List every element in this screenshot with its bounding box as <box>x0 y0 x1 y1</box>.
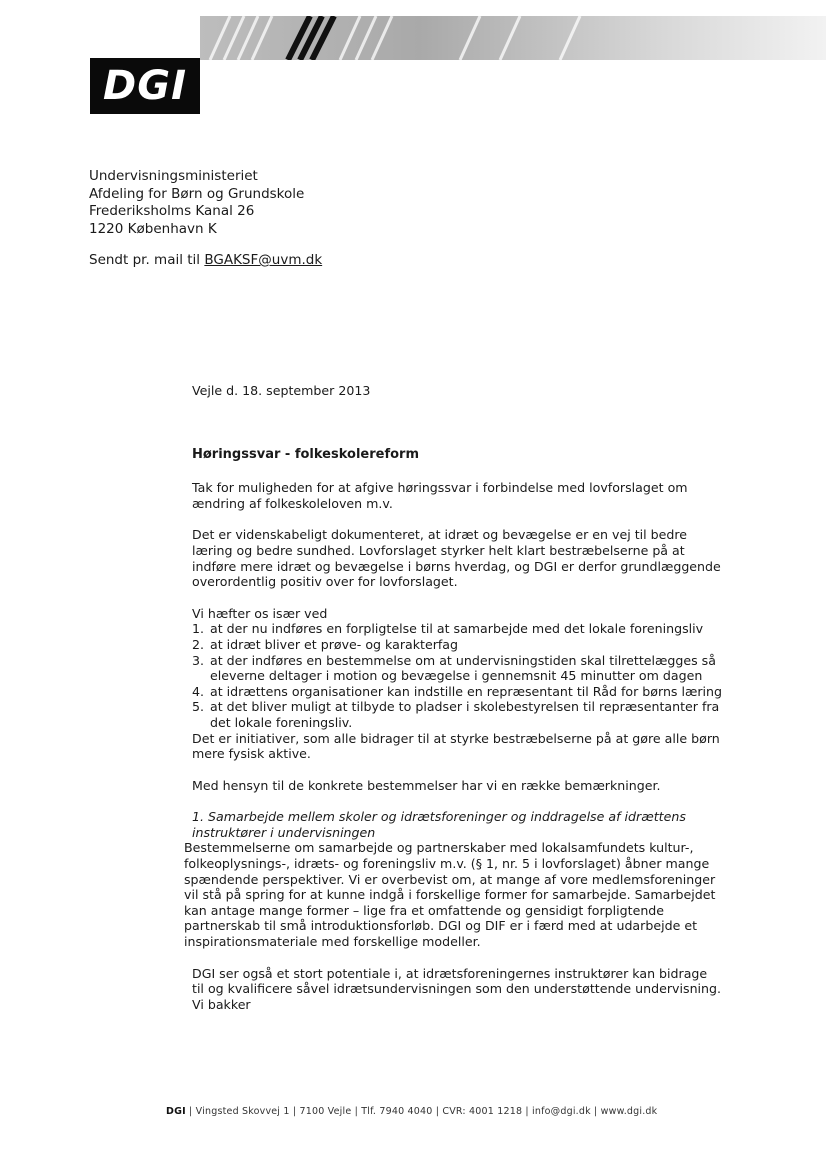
header-banner-graphic <box>200 16 826 60</box>
intro-paragraph: Tak for muligheden for at afgive høringssvar i forbindelse med lovforslaget om ændring af folkeskoleloven m.v. <box>192 480 688 511</box>
list-number: 5. <box>192 699 205 715</box>
list-number: 2. <box>192 636 205 652</box>
letter-body <box>184 383 723 1012</box>
list-text: at idræt bliver et prøve- og karakterfag <box>210 636 459 652</box>
list-title: Vi hæfter os især ved <box>192 605 328 621</box>
section-1-body: Bestemmelserne om samarbejde og partnerskaber med lokalsamfundets kultur-, folkeoplysnings-, idræts- og foreningsliv m.v. (§ 1, nr. 5 i lovforslaget) åbner mange spændende perspektiver. Vi er overbevist om, at mange af vore medlemsforeninger vil stå på spring for at kunne indgå i forskellige former for samarbejde. Samarbejdet kan antage mange former – lige fra et omfattende og gensidigt forpligtende partnerskab til små introduktionsforløb. DGI og DIF er i færd med at udarbejde et inspirationsmateriale med forskellige modeller. <box>184 840 716 950</box>
paragraph-instructors: DGI ser også et stort potentiale i, at idrætsforeningernes instruktører kan bidrage til og kvalificere såvel idrætsundervisningen som den understøttende undervisning. Vi bakker <box>192 965 722 1012</box>
sent-by-mail-line <box>89 252 322 268</box>
list-number: 4. <box>192 683 205 699</box>
letter-subject: Høringssvar - folkeskolereform <box>192 446 419 462</box>
paragraph-remarks: Med hensyn til de konkrete bestemmelser har vi en række bemærkninger. <box>192 777 661 793</box>
letter-footer <box>166 1106 657 1117</box>
list-item <box>192 637 722 653</box>
list-text: at idrættens organisationer kan indstille en repræsentant til Råd for børns læring <box>210 683 723 699</box>
list-text: at det bliver muligt at tilbyde to pladser i skolebestyrelsen til repræsentanter fra det lokale foreningsliv. <box>210 699 720 730</box>
list-text: at der nu indføres en forpligtelse til at samarbejde med det lokale foreningsliv <box>210 621 704 637</box>
list-item <box>192 653 722 684</box>
address-line: Frederiksholms Kanal 26 <box>89 203 255 219</box>
footer-brand: DGI <box>166 1106 186 1117</box>
list-number: 3. <box>192 652 205 668</box>
list-number: 1. <box>192 621 205 637</box>
paragraph-initiatives: Det er initiativer, som alle bidrager til at styrke bestræbelserne på at gøre alle børn mere fysisk aktive. <box>192 730 720 762</box>
recipient-address <box>89 168 304 238</box>
points-list <box>192 621 722 730</box>
address-line: Afdeling for Børn og Grundskole <box>89 185 305 202</box>
sent-prefix: Sendt pr. mail til <box>89 252 205 268</box>
address-line: 1220 København K <box>89 220 217 237</box>
list-item <box>192 684 722 700</box>
email-link[interactable]: BGAKSF@uvm.dk <box>204 252 323 268</box>
striped-banner-icon <box>200 16 826 60</box>
list-text: at der indføres en bestemmelse om at undervisningstiden skal tilrettelægges så eleverne deltager i motion og bevægelse i gennemsnit 45 minutter om dagen <box>210 652 716 684</box>
dgi-logo: DGI <box>90 58 200 114</box>
list-item <box>192 699 722 730</box>
footer-contact: | Vingsted Skovvej 1 | 7100 Vejle | Tlf. 7940 4040 | CVR: 4001 1218 | info@dgi.dk | www.dgi.dk <box>185 1106 658 1117</box>
paragraph-research: Det er videnskabeligt dokumenteret, at idræt og bevægelse er en vej til bedre læring og bedre sundhed. Lovforslaget styrker helt klart bestræbelserne på at indføre mere idræt og bevægelse i børns hverdag, og DGI er derfor grundlæggende overordentlig positiv over for lovforslaget. <box>192 527 721 590</box>
letter-date: Vejle d. 18. september 2013 <box>192 383 371 398</box>
list-item <box>192 621 722 637</box>
section-1-title: 1. Samarbejde mellem skoler og idrætsforeninger og inddragelse af idrættens instruktører i undervisningen <box>192 809 686 840</box>
address-line: Undervisningsministeriet <box>89 168 258 184</box>
